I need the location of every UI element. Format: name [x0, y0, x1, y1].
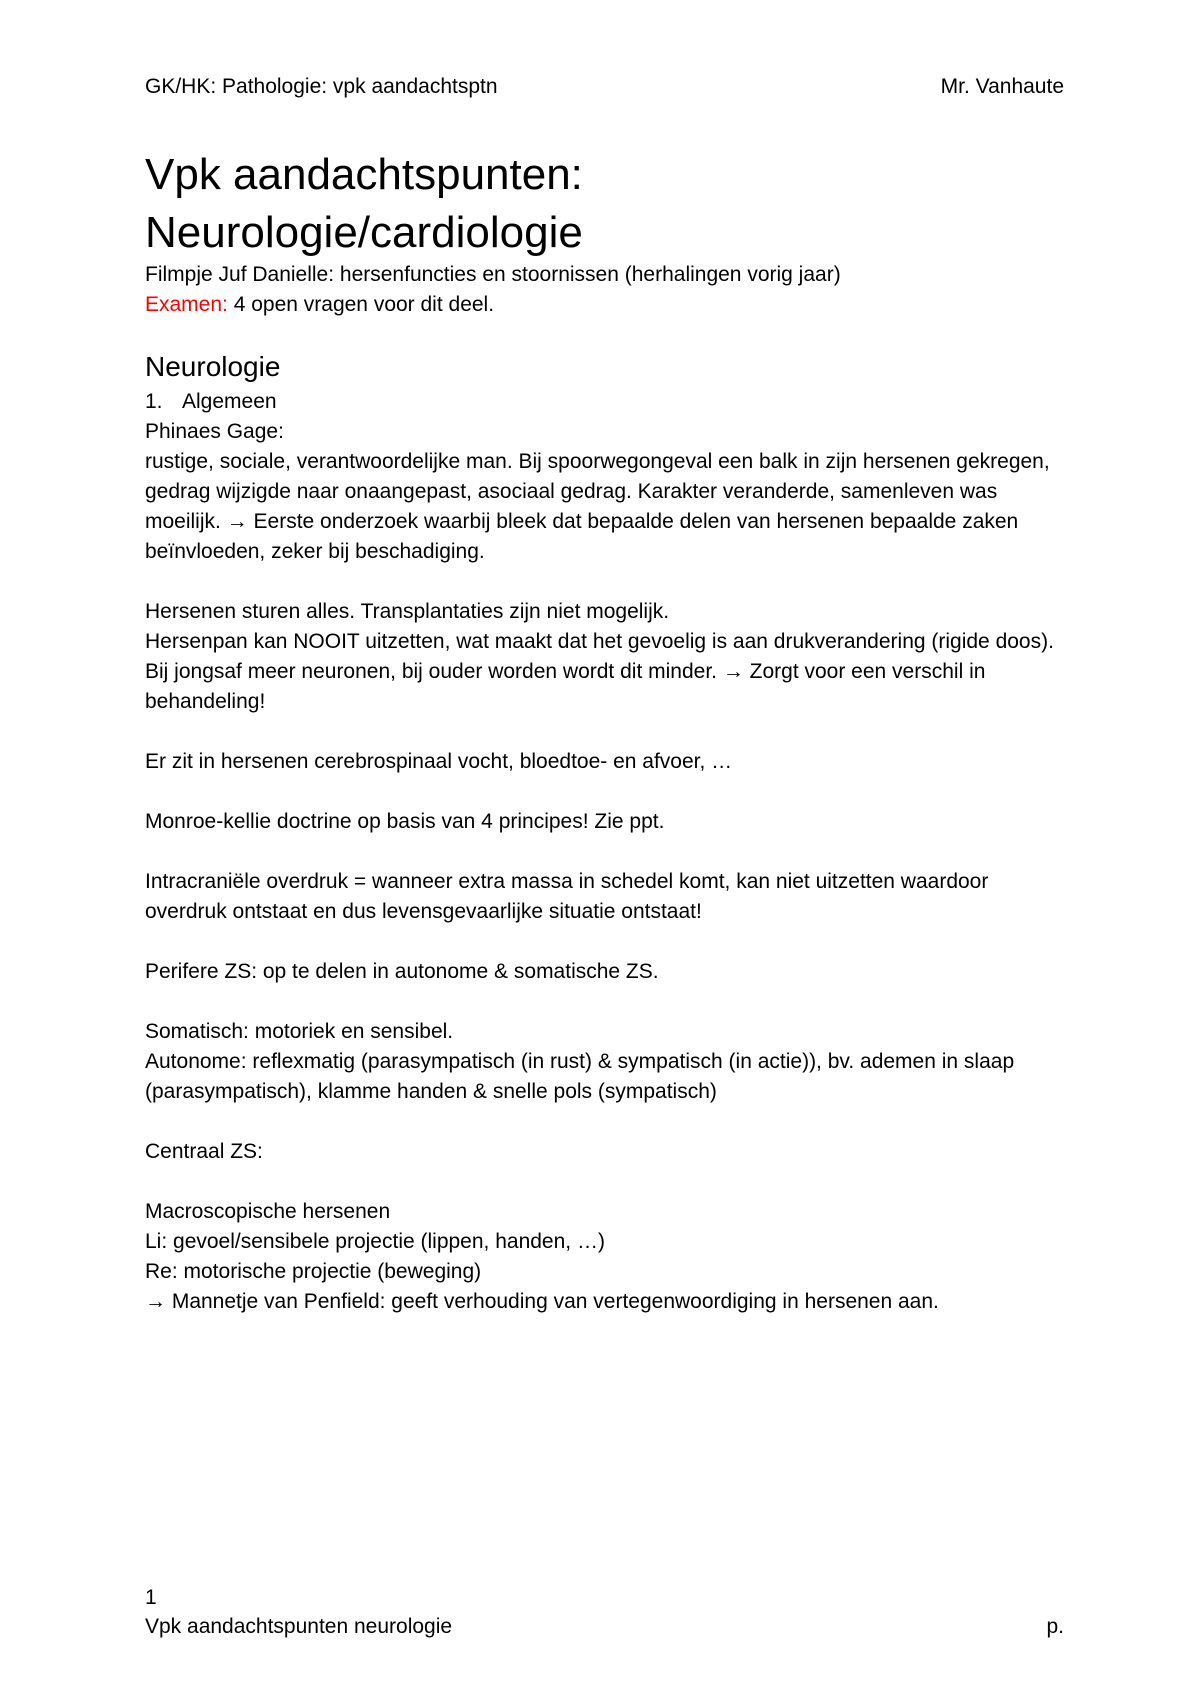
paragraph-line: Phinaes Gage: [145, 420, 284, 443]
paragraph-line: Li: gevoel/sensibele projectie (lippen, handen, …) [145, 1230, 605, 1253]
section-heading: Neurologie [145, 351, 281, 382]
footer-title: Vpk aandachtspunten neurologie [145, 1615, 453, 1638]
page-footer [145, 1614, 1064, 1640]
paragraph-overdruk [145, 867, 1075, 927]
header-course: GK/HK: Pathologie: vpk aandachtsptn [145, 75, 498, 98]
section-body [145, 387, 1075, 1347]
paragraph-gage [145, 417, 1075, 567]
item-number: 1. [145, 390, 163, 413]
paragraph-line: Er zit in hersenen cerebrospinaal vocht, bloedtoe- en afvoer, … [145, 750, 733, 773]
paragraph-hersenen [145, 597, 1075, 717]
paragraph-line: → Mannetje van Penfield: geeft verhouding van vertegenwoordiging in hersenen aan. [145, 1290, 939, 1313]
paragraph-line: Autonome: reflexmatig (parasympatisch (in rust) & sympatisch (in actie)), bv. ademen in slaap (parasympatisch), klamme handen & snelle pols (sympatisch) [145, 1050, 1015, 1103]
exam-label: Examen: [145, 293, 228, 316]
paragraph-line: Centraal ZS: [145, 1140, 263, 1163]
item-label: Algemeen [182, 390, 277, 413]
paragraph-macroscopisch [145, 1197, 1075, 1317]
intro-block [145, 260, 1075, 320]
footer-page-label: p. [1046, 1615, 1064, 1638]
paragraph-line: Macroscopische hersenen [145, 1200, 391, 1223]
paragraph-line: Hersenen sturen alles. Transplantaties zijn niet mogelijk. [145, 600, 670, 623]
numbered-item [145, 387, 1075, 417]
paragraph-line: Bij jongsaf meer neuronen, bij ouder worden wordt dit minder. → Zorgt voor een verschil in behandeling! [145, 660, 986, 713]
paragraph-line: rustige, sociale, verantwoordelijke man. Bij spoorwegongeval een balk in zijn hersenen gekregen, gedrag wijzigde naar onaangepast, asociaal gedrag. Karakter veranderde, samenleven was moeilijk. → Eerste onderzoek waarbij bleek dat bepaalde delen van hersenen bepaalde zaken beïnvloeden, zeker bij beschadiging. [145, 450, 1050, 563]
title-line-1: Vpk aandachtspunten: [145, 150, 583, 199]
paragraph-line: Somatisch: motoriek en sensibel. [145, 1020, 454, 1043]
page-header [145, 74, 1064, 100]
paragraph-vocht [145, 747, 1075, 777]
paragraph-line: Monroe-kellie doctrine op basis van 4 principes! Zie ppt. [145, 810, 665, 833]
paragraph-line: Perifere ZS: op te delen in autonome & somatische ZS. [145, 960, 659, 983]
paragraph-centraal [145, 1137, 1075, 1167]
paragraph-somatisch [145, 1017, 1075, 1107]
exam-text: 4 open vragen voor dit deel. [227, 293, 495, 316]
paragraph-line: Hersenpan kan NOOIT uitzetten, wat maakt dat het gevoelig is aan drukverandering (rigide doos). [145, 630, 1054, 653]
paragraph-line: Intracraniële overdruk = wanneer extra massa in schedel komt, kan niet uitzetten waardoor overdruk ontstaat en dus levensgevaarlijke situatie ontstaat! [145, 870, 989, 923]
header-teacher: Mr. Vanhaute [940, 75, 1064, 98]
title-line-2: Neurologie/cardiologie [145, 208, 583, 257]
paragraph-line: Re: motorische projectie (beweging) [145, 1260, 482, 1283]
page-number: 1 [145, 1586, 157, 1609]
intro-video-line: Filmpje Juf Danielle: hersenfuncties en stoornissen (herhalingen vorig jaar) [145, 263, 841, 286]
paragraph-monroe [145, 807, 1075, 837]
document-title [145, 146, 1065, 262]
exam-line [145, 290, 1075, 320]
paragraph-perifere [145, 957, 1075, 987]
